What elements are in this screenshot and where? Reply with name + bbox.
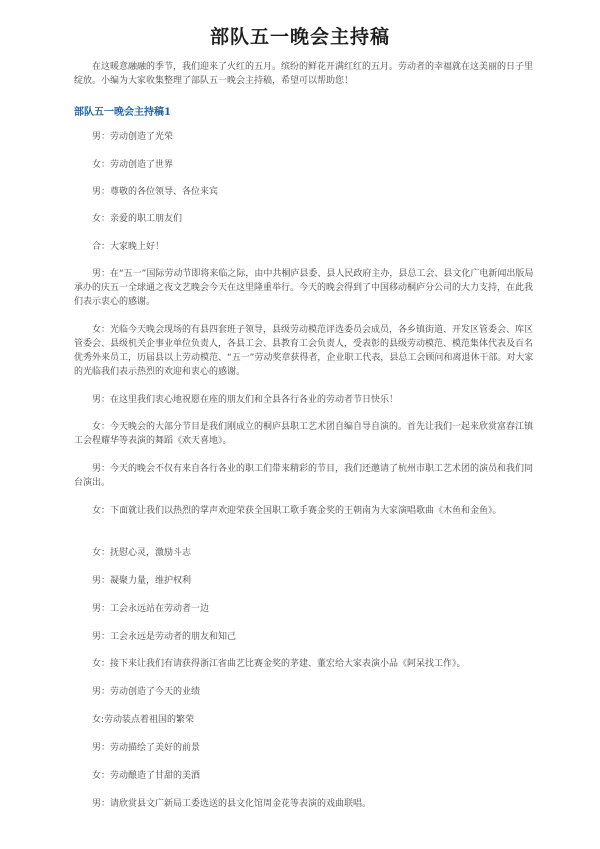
script-line: 男：请欣赏县文广新局工委选送的县文化馆周金花等表演的戏曲联唱。 [92, 799, 372, 809]
section-subtitle: 部队五一晚会主持稿1 [74, 107, 171, 118]
script-line: 男：尊敬的各位领导、各位来宾 [92, 187, 219, 197]
intro-paragraph: 在这暖意融融的季节，我们迎来了火红的五月。缤纷的鲜花开满红红的五月。劳动者的幸福就在这美丽的日子里绽放。小编为大家收集整理了部队五一晚会主持稿，希望可以帮助您！ [74, 62, 534, 86]
script-line: 女：抚慰心灵，激励斗志 [92, 548, 192, 558]
script-line: 女：亲爱的职工朋友们 [92, 214, 183, 224]
script-line: 男：在这里我们衷心地祝愿在座的朋友们和全县各行各业的劳动者节日快乐！ [92, 395, 399, 405]
script-line: 女：接下来让我们有请获得浙江省曲艺比赛金奖的茅建、董宏给大家表演小品《阿呆找工作》。 [92, 659, 466, 669]
script-paragraph: 女：下面就让我们以热烈的掌声欢迎荣获全国职工歌手赛金奖的王朝南为大家演唱歌曲《木鱼和金鱼》。 [92, 506, 502, 516]
script-line: 男：劳动创造了光荣 [92, 132, 174, 142]
script-line: 女:劳动装点着祖国的繁荣 [92, 715, 195, 725]
script-paragraph: 女：今天晚会的大部分节目是我们刚成立的桐庐县职工艺术团自编自导自演的。首先让我们一起来欣赏富春江镇工会程耀华等表演的舞蹈《欢天喜地》。 [74, 422, 534, 446]
script-line: 男：劳动描绘了美好的前景 [92, 743, 201, 753]
script-paragraph: 男：今天的晚会不仅有来自各行各业的职工们带来精彩的节目，我们还邀请了杭州市职工艺术团的演员和我们同台演出。 [74, 464, 534, 488]
script-line: 男：工会永远站在劳动者一边 [92, 604, 210, 614]
script-paragraph: 男：在“五一”国际劳动节即将来临之际，由中共桐庐县委、县人民政府主办，县总工会、县文化广电新闻出版局承办的庆五一全球通之夜文艺晚会今天在这里隆重举行。今天的晚会得到了中国移动桐庐分公司的大力支持，在此我们表示衷心的感谢。 [74, 269, 534, 307]
script-line: 女：劳动酿造了甘甜的美酒 [92, 771, 201, 781]
script-paragraph: 女：光临今天晚会现场的有县四套班子领导，县级劳动模范评选委员会成员，各乡镇街道、开发区管委会、库区管委会、县级机关企事业单位负责人，各县工会、县教育工会负责人，受表彰的县级劳动模范、模范集体代表及百名优秀外来员工，历届县以上劳动模范、“五一”劳动奖章获得者，企业职工代表，县总工会顾问和离退休干部。对大家的光临我们表示热烈的欢迎和衷心的感谢。 [74, 325, 534, 377]
script-line: 男：工会永远是劳动者的朋友和知己 [92, 632, 237, 642]
script-line: 合：大家晚上好！ [92, 242, 165, 252]
script-line: 男：凝聚力量，维护权利 [92, 576, 192, 586]
page-title: 部队五一晚会主持稿 [209, 26, 390, 48]
script-line: 男：劳动创造了今天的业绩 [92, 687, 201, 697]
script-line: 女：劳动创造了世界 [92, 160, 174, 170]
